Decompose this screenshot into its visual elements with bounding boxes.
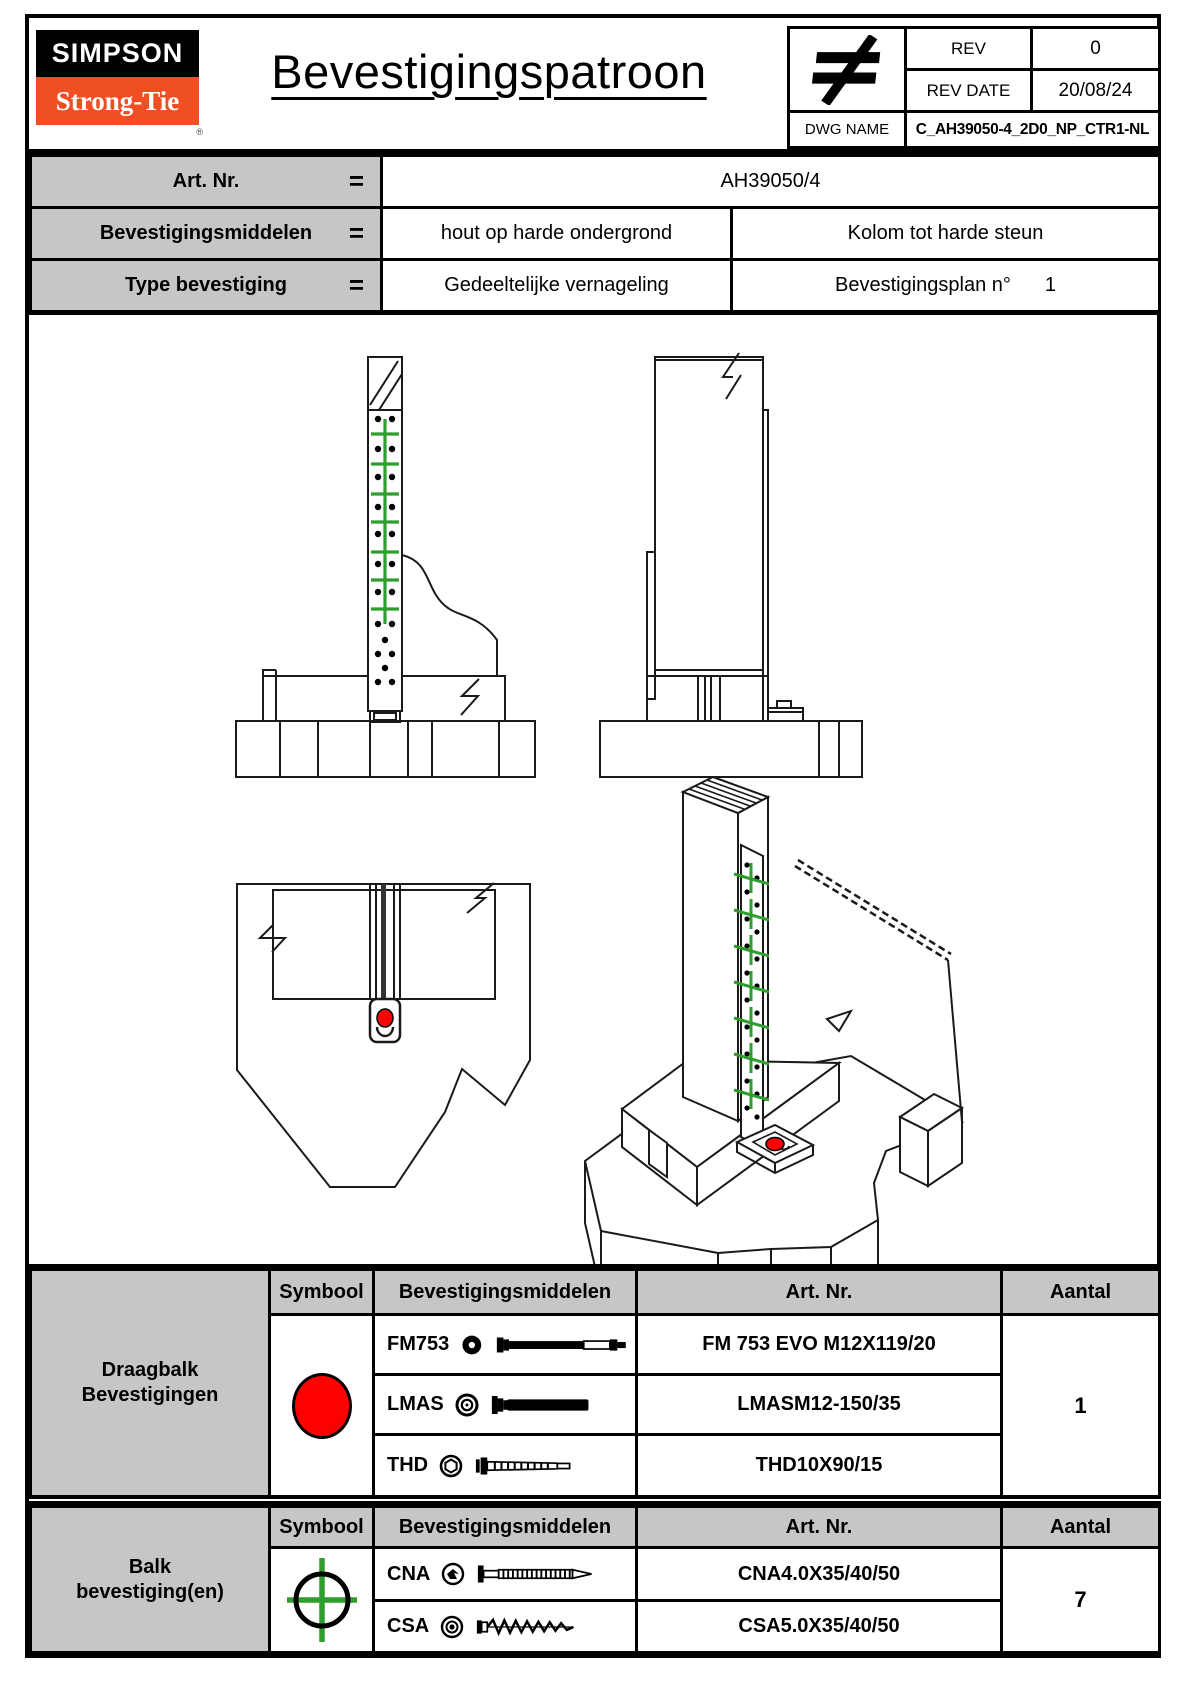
table1-header-bevestigingsmiddelen: Bevestigingsmiddelen (372, 1268, 638, 1316)
lmas-anchor-bolt-icon (490, 1392, 632, 1418)
equals-sign: = (348, 164, 364, 195)
fastener-code: FM753 (387, 1333, 450, 1355)
strongtie-logo-text: Strong-Tie (36, 77, 199, 125)
anchor-symbol-top-view (377, 1009, 393, 1027)
thd-head-icon (438, 1453, 464, 1479)
fastener-code: THD (387, 1454, 429, 1476)
rev-date-value-cell: 20/08/24 (1030, 68, 1161, 113)
fastener-code: CNA (387, 1562, 431, 1585)
table2-row-csa (372, 1599, 638, 1654)
table1-header-symbool: Symbool (268, 1268, 375, 1316)
csa-screw-icon (475, 1614, 617, 1640)
art-nr-value-cell: AH39050/4 (380, 154, 1161, 209)
simpson-logo-text: SIMPSON (36, 30, 199, 77)
table1-art-fm753: FM 753 EVO M12X119/20 (635, 1313, 1003, 1376)
dwg-name-label-cell: DWG NAME (787, 110, 907, 149)
rev-value-cell: 0 (1030, 26, 1161, 71)
sheet-frame (25, 14, 1161, 1658)
table2-group-line2: bevestiging(en) (76, 1580, 224, 1603)
registered-mark: ® (196, 127, 203, 137)
rev-label-cell: REV (904, 26, 1033, 71)
table1-group-line2: Bevestigingen (81, 1384, 219, 1406)
fm753-bolt-icon (495, 1332, 635, 1358)
brand-logo (36, 30, 203, 137)
drawing-area (29, 315, 1161, 1264)
fastener-code: CSA (387, 1615, 430, 1637)
table1-header-artnr: Art. Nr. (635, 1268, 1003, 1316)
equals-sign: = (348, 216, 364, 247)
page-title: Bevestigingspatroon (271, 45, 707, 98)
table2-art-cna: CNA4.0X35/40/50 (635, 1546, 1003, 1602)
bevestigingsplan-cell (730, 258, 1161, 313)
art-nr-label-cell (29, 154, 383, 209)
table1-header-aantal: Aantal (1000, 1268, 1161, 1316)
csa-head-icon (439, 1614, 465, 1640)
cna-nail-icon (476, 1561, 618, 1587)
fastener-code: LMAS (387, 1393, 444, 1415)
dwg-name-value-cell: C_AH39050-4_2D0_NP_CTR1-NL (904, 110, 1161, 149)
anchor-symbol-red-circle (292, 1373, 352, 1439)
top-view (237, 883, 530, 1187)
table2-header-symbool: Symbool (268, 1505, 375, 1549)
bevestigingsmiddelen-value-left: hout op harde ondergrond (380, 206, 733, 261)
nail-symbol-green-crosshair (284, 1552, 360, 1648)
table1-row-fm753 (372, 1313, 638, 1376)
side-view (600, 353, 862, 777)
table2-symbol-cell (268, 1546, 375, 1654)
technical-drawing (29, 315, 1161, 1264)
table2-row-cna (372, 1546, 638, 1602)
header-band (29, 18, 1161, 149)
table2-group-cell (29, 1505, 271, 1654)
fm753-washer-icon (459, 1332, 485, 1358)
bevestigingsplan-number: 1 (1044, 274, 1056, 296)
cna-head-icon (440, 1561, 466, 1587)
not-equal-icon (799, 35, 895, 105)
table2-header-bevestigingsmiddelen: Bevestigingsmiddelen (372, 1505, 638, 1549)
table1-symbol-cell (268, 1313, 375, 1498)
type-bevestiging-value-left: Gedeeltelijke vernageling (380, 258, 733, 313)
table1-aantal-cell: 1 (1000, 1313, 1161, 1498)
table2-aantal-cell: 7 (1000, 1546, 1161, 1654)
not-equal-symbol-cell (787, 26, 907, 113)
table2-header-artnr: Art. Nr. (635, 1505, 1003, 1549)
bevestigingsplan-label: Bevestigingsplan n° (834, 274, 1011, 296)
table-separator (29, 1495, 1161, 1505)
table1-row-lmas (372, 1373, 638, 1436)
type-bevestiging-label-cell (29, 258, 383, 313)
isometric-view (585, 777, 962, 1264)
bevestigingsmiddelen-label: Bevestigingsmiddelen (99, 222, 313, 244)
table1-group-line1: Draagbalk (101, 1359, 199, 1381)
table1-group-cell (29, 1268, 271, 1498)
bevestigingsmiddelen-label-cell (29, 206, 383, 261)
rev-date-label-cell: REV DATE (904, 68, 1033, 113)
bevestigingsmiddelen-value-right: Kolom tot harde steun (730, 206, 1161, 261)
table1-art-thd: THD10X90/15 (635, 1433, 1003, 1498)
lmas-washer-icon (454, 1392, 480, 1418)
front-view (236, 357, 535, 777)
thd-screw-icon (474, 1453, 616, 1479)
table1-art-lmas: LMASM12-150/35 (635, 1373, 1003, 1436)
equals-sign: = (348, 268, 364, 299)
table2-header-aantal: Aantal (1000, 1505, 1161, 1549)
table2-group-line1: Balk (128, 1555, 172, 1578)
type-bevestiging-label: Type bevestiging (125, 274, 287, 296)
table2-art-csa: CSA5.0X35/40/50 (635, 1599, 1003, 1654)
table1-row-thd (372, 1433, 638, 1498)
art-nr-label: Art. Nr. (172, 170, 240, 192)
